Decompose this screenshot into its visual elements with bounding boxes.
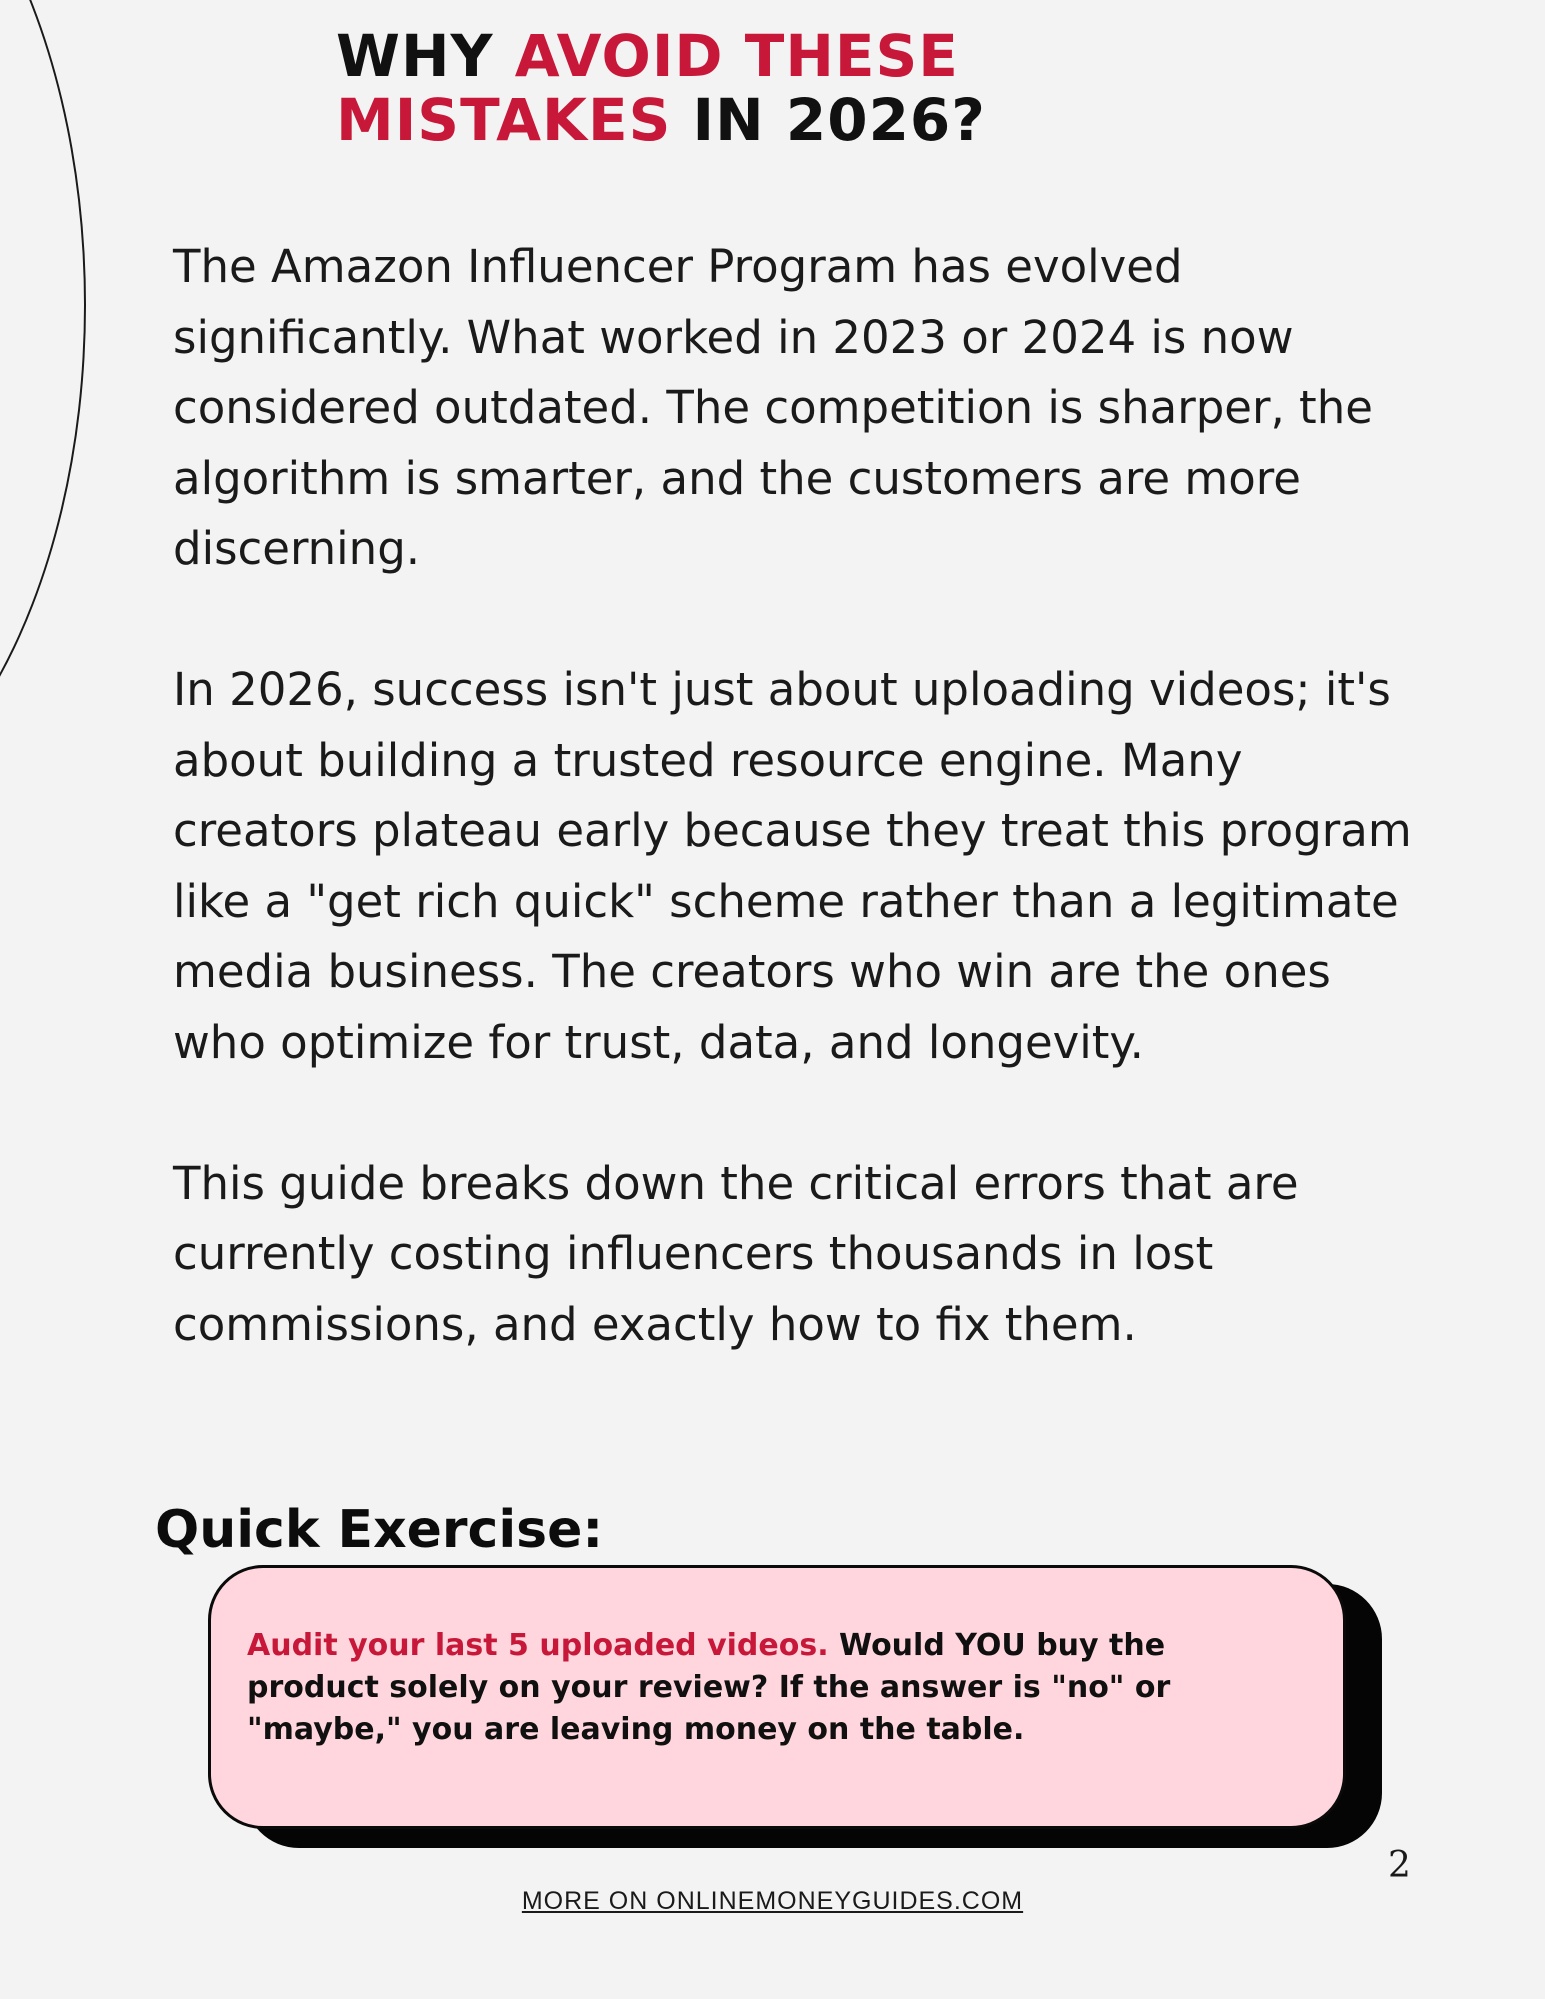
title-line-2: MISTAKES IN 2026?	[336, 86, 986, 154]
exercise-highlight: Audit your last 5 uploaded videos.	[247, 1628, 829, 1663]
footer-link[interactable]: MORE ON ONLINEMONEYGUIDES.COM	[521, 1887, 1024, 1915]
decorative-circle-arc	[0, 0, 86, 845]
exercise-card	[208, 1565, 1346, 1829]
exercise-heading: Quick Exercise:	[155, 1500, 604, 1560]
body-paragraph-2: In 2026, success isn't just about uploading videos; it's about building a trusted resource engine. Many creators plateau early because they treat this program like a "get rich quick" scheme rather than a legitimate media business. The creators who win are the ones who optimize for trust, data, and longevity.	[173, 663, 1412, 1069]
body-paragraph-3: This guide breaks down the critical errors that are currently costing influencers thousands in lost commissions, and exactly how to fix them.	[173, 1156, 1299, 1351]
exercise-body: Would YOU buy the product solely on your review? If the answer is "no" or "maybe," you are leaving money on the table.	[247, 1628, 1171, 1747]
exercise-text	[247, 1625, 1295, 1751]
page-number: 2	[1388, 1845, 1411, 1886]
body-text	[173, 232, 1433, 1431]
body-paragraph-1: The Amazon Influencer Program has evolved significantly. What worked in 2023 or 2024 is now considered outdated. The competition is sharper, the algorithm is smarter, and the customers are more discerning.	[173, 240, 1373, 575]
page-title	[336, 24, 986, 152]
title-line-1: WHY AVOID THESE	[336, 22, 959, 90]
